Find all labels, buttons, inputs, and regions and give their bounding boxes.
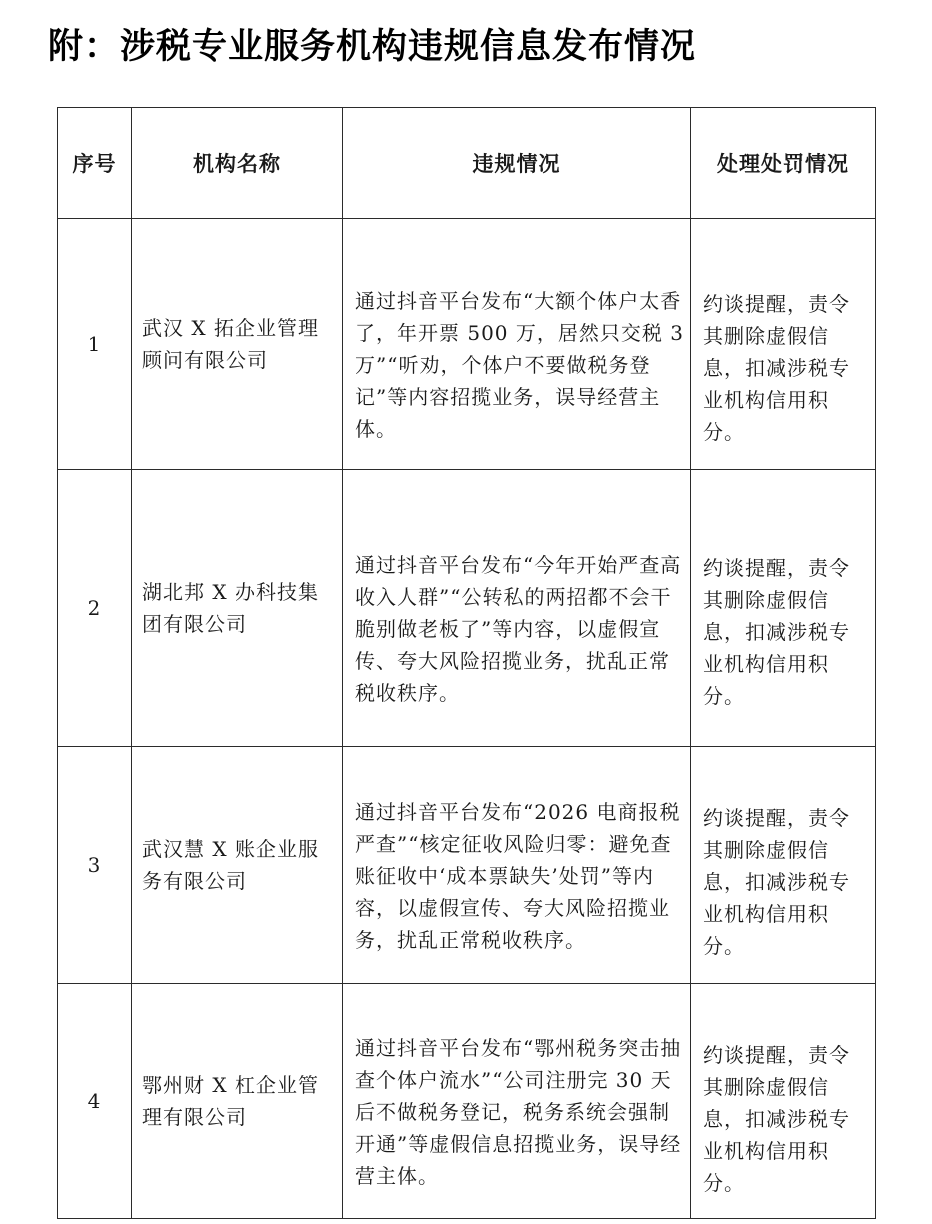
header-seq: 序号 [58,108,132,219]
row-violation-cell [343,219,691,470]
table-header-row [58,108,876,219]
row-org-name: 武汉慧 X 账企业服务有限公司 [132,747,343,984]
header-org-name: 机构名称 [132,108,343,219]
row-violation-cell [343,984,691,1219]
row-org-name: 湖北邦 X 办科技集团有限公司 [132,470,343,747]
row-violation: 通过抖音平台发布“今年开始严查高收入人群”“公转私的两招都不会干脆别做老板了”等内容，以虚假宣传、夸大风险招揽业务，扰乱正常税收秩序。 [355,553,682,705]
row-penalty: 约谈提醒，责令其删除虚假信息，扣减涉税专业机构信用积分。 [703,1043,850,1195]
row-penalty-cell [691,984,876,1219]
row-org-name: 鄂州财 X 杠企业管理有限公司 [132,984,343,1219]
row-violation: 通过抖音平台发布“2026 电商报税严查”“核定征收风险归零：避免查账征收中‘成本票缺失’处罚”等内容，以虚假宣传、夸大风险招揽业务，扰乱正常税收秩序。 [355,800,681,952]
row-seq: 3 [58,747,132,984]
row-penalty-cell [691,747,876,984]
row-seq: 2 [58,470,132,747]
row-violation-cell [343,470,691,747]
row-seq: 1 [58,219,132,470]
row-violation-cell [343,747,691,984]
row-org-name: 武汉 X 拓企业管理顾问有限公司 [132,219,343,470]
header-violation: 违规情况 [343,108,691,219]
row-violation: 通过抖音平台发布“鄂州税务突击抽查个体户流水”“公司注册完 30 天后不做税务登记，税务系统会强制开通”等虚假信息招揽业务，误导经营主体。 [355,1036,682,1188]
row-seq: 4 [58,984,132,1219]
table-row [58,470,876,747]
row-penalty-cell [691,470,876,747]
page-title: 附：涉税专业服务机构违规信息发布情况 [48,27,697,67]
violations-table [57,107,876,1219]
table-row [58,984,876,1219]
row-penalty: 约谈提醒，责令其删除虚假信息，扣减涉税专业机构信用积分。 [703,806,850,958]
row-penalty: 约谈提醒，责令其删除虚假信息，扣减涉税专业机构信用积分。 [703,556,850,708]
row-penalty-cell [691,219,876,470]
table-row [58,219,876,470]
header-penalty: 处理处罚情况 [691,108,876,219]
row-violation: 通过抖音平台发布“大额个体户太香了，年开票 500 万，居然只交税 3 万”“听劝，个体户不要做税务登记”等内容招揽业务，误导经营主体。 [355,289,684,441]
row-penalty: 约谈提醒，责令其删除虚假信息，扣减涉税专业机构信用积分。 [703,292,850,444]
table-row [58,747,876,984]
